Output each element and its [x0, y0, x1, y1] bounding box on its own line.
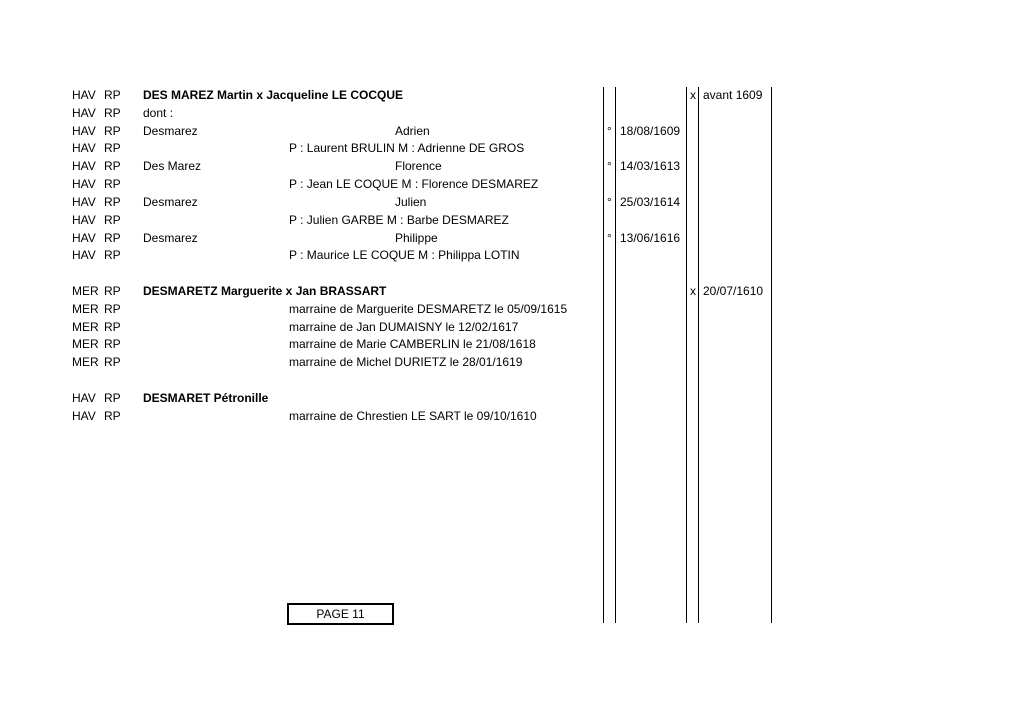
record-type: RP — [104, 301, 121, 316]
marriage-mark: x — [690, 284, 696, 299]
source-code: HAV — [72, 177, 96, 192]
source-code: HAV — [72, 159, 96, 174]
record-detail: P : Julien GARBE M : Barbe DESMAREZ — [289, 212, 509, 227]
source-code: MER — [72, 319, 99, 334]
given-name: Adrien — [395, 123, 430, 138]
record-type: RP — [104, 248, 121, 263]
source-code: HAV — [72, 194, 96, 209]
person-name: Des Marez — [143, 159, 202, 174]
person-name: Desmarez — [143, 123, 198, 138]
source-code: HAV — [72, 390, 96, 405]
baptism-date: 18/08/1609 — [620, 123, 681, 138]
person-name: DESMARET Pétronille — [143, 390, 269, 405]
table-row — [0, 247, 1024, 264]
source-code: HAV — [72, 88, 96, 102]
record-type: RP — [104, 123, 121, 138]
given-name: Julien — [395, 194, 427, 209]
blank-row — [0, 265, 1024, 282]
record-detail: marraine de Jan DUMAISNY le 12/02/1617 — [289, 319, 519, 334]
record-detail: P : Jean LE COQUE M : Florence DESMAREZ — [289, 177, 539, 192]
person-name: Desmarez — [143, 194, 198, 209]
table-row — [0, 123, 1024, 140]
baptism-mark: ° — [607, 159, 612, 174]
table-row — [0, 194, 1024, 211]
table-row — [0, 336, 1024, 353]
record-type: RP — [104, 408, 121, 423]
baptism-mark: ° — [607, 230, 612, 245]
record-type: RP — [104, 141, 121, 156]
table-row — [0, 319, 1024, 336]
source-code: HAV — [72, 105, 96, 120]
source-code: HAV — [72, 248, 96, 263]
table-row — [0, 176, 1024, 193]
page-number-box — [287, 603, 394, 625]
table-row — [0, 158, 1024, 175]
record-type: RP — [104, 105, 121, 120]
table-row — [0, 140, 1024, 157]
source-code: MER — [72, 301, 99, 316]
table-row — [0, 212, 1024, 229]
record-type: RP — [104, 212, 121, 227]
table-row — [0, 87, 1024, 104]
given-name: Florence — [395, 159, 442, 174]
baptism-date: 13/06/1616 — [620, 230, 681, 245]
person-name: DESMARETZ Marguerite x Jan BRASSART — [143, 284, 387, 299]
blank-row — [0, 372, 1024, 389]
marriage-date: avant 1609 — [703, 88, 763, 102]
record-detail: P : Laurent BRULIN M : Adrienne DE GROS — [289, 141, 525, 156]
baptism-date: 25/03/1614 — [620, 194, 681, 209]
person-name: dont : — [143, 105, 174, 120]
page-number: PAGE 11 — [316, 607, 365, 621]
record-type: RP — [104, 194, 121, 209]
record-type: RP — [104, 284, 121, 299]
table-row — [0, 230, 1024, 247]
person-name: DES MAREZ Martin x Jacqueline LE COCQUE — [143, 88, 404, 102]
record-type: RP — [104, 230, 121, 245]
baptism-mark: ° — [607, 194, 612, 209]
person-name: Desmarez — [143, 230, 198, 245]
source-code: HAV — [72, 123, 96, 138]
marriage-date: 20/07/1610 — [703, 284, 764, 299]
record-type: RP — [104, 88, 121, 102]
source-code: HAV — [72, 141, 96, 156]
source-code: HAV — [72, 230, 96, 245]
source-code: MER — [72, 337, 99, 352]
record-detail: marraine de Chrestien LE SART le 09/10/1610 — [289, 408, 537, 423]
record-detail: marraine de Marguerite DESMARETZ le 05/09/1615 — [289, 301, 568, 316]
table-row — [0, 283, 1024, 300]
record-type: RP — [104, 177, 121, 192]
table-row — [0, 354, 1024, 371]
marriage-mark: x — [690, 88, 696, 102]
record-type: RP — [104, 159, 121, 174]
baptism-date: 14/03/1613 — [620, 159, 681, 174]
given-name: Philippe — [395, 230, 438, 245]
baptism-mark: ° — [607, 123, 612, 138]
source-code: MER — [72, 355, 99, 370]
record-type: RP — [104, 390, 121, 405]
table-row — [0, 301, 1024, 318]
source-code: HAV — [72, 212, 96, 227]
record-detail: P : Maurice LE COQUE M : Philippa LOTIN — [289, 248, 520, 263]
record-type: RP — [104, 319, 121, 334]
source-code: MER — [72, 284, 99, 299]
record-detail: marraine de Michel DURIETZ le 28/01/1619 — [289, 355, 523, 370]
table-row — [0, 105, 1024, 122]
record-type: RP — [104, 337, 121, 352]
table-row — [0, 408, 1024, 425]
source-code: HAV — [72, 408, 96, 423]
record-type: RP — [104, 355, 121, 370]
record-detail: marraine de Marie CAMBERLIN le 21/08/1618 — [289, 337, 536, 352]
table-row — [0, 390, 1024, 407]
